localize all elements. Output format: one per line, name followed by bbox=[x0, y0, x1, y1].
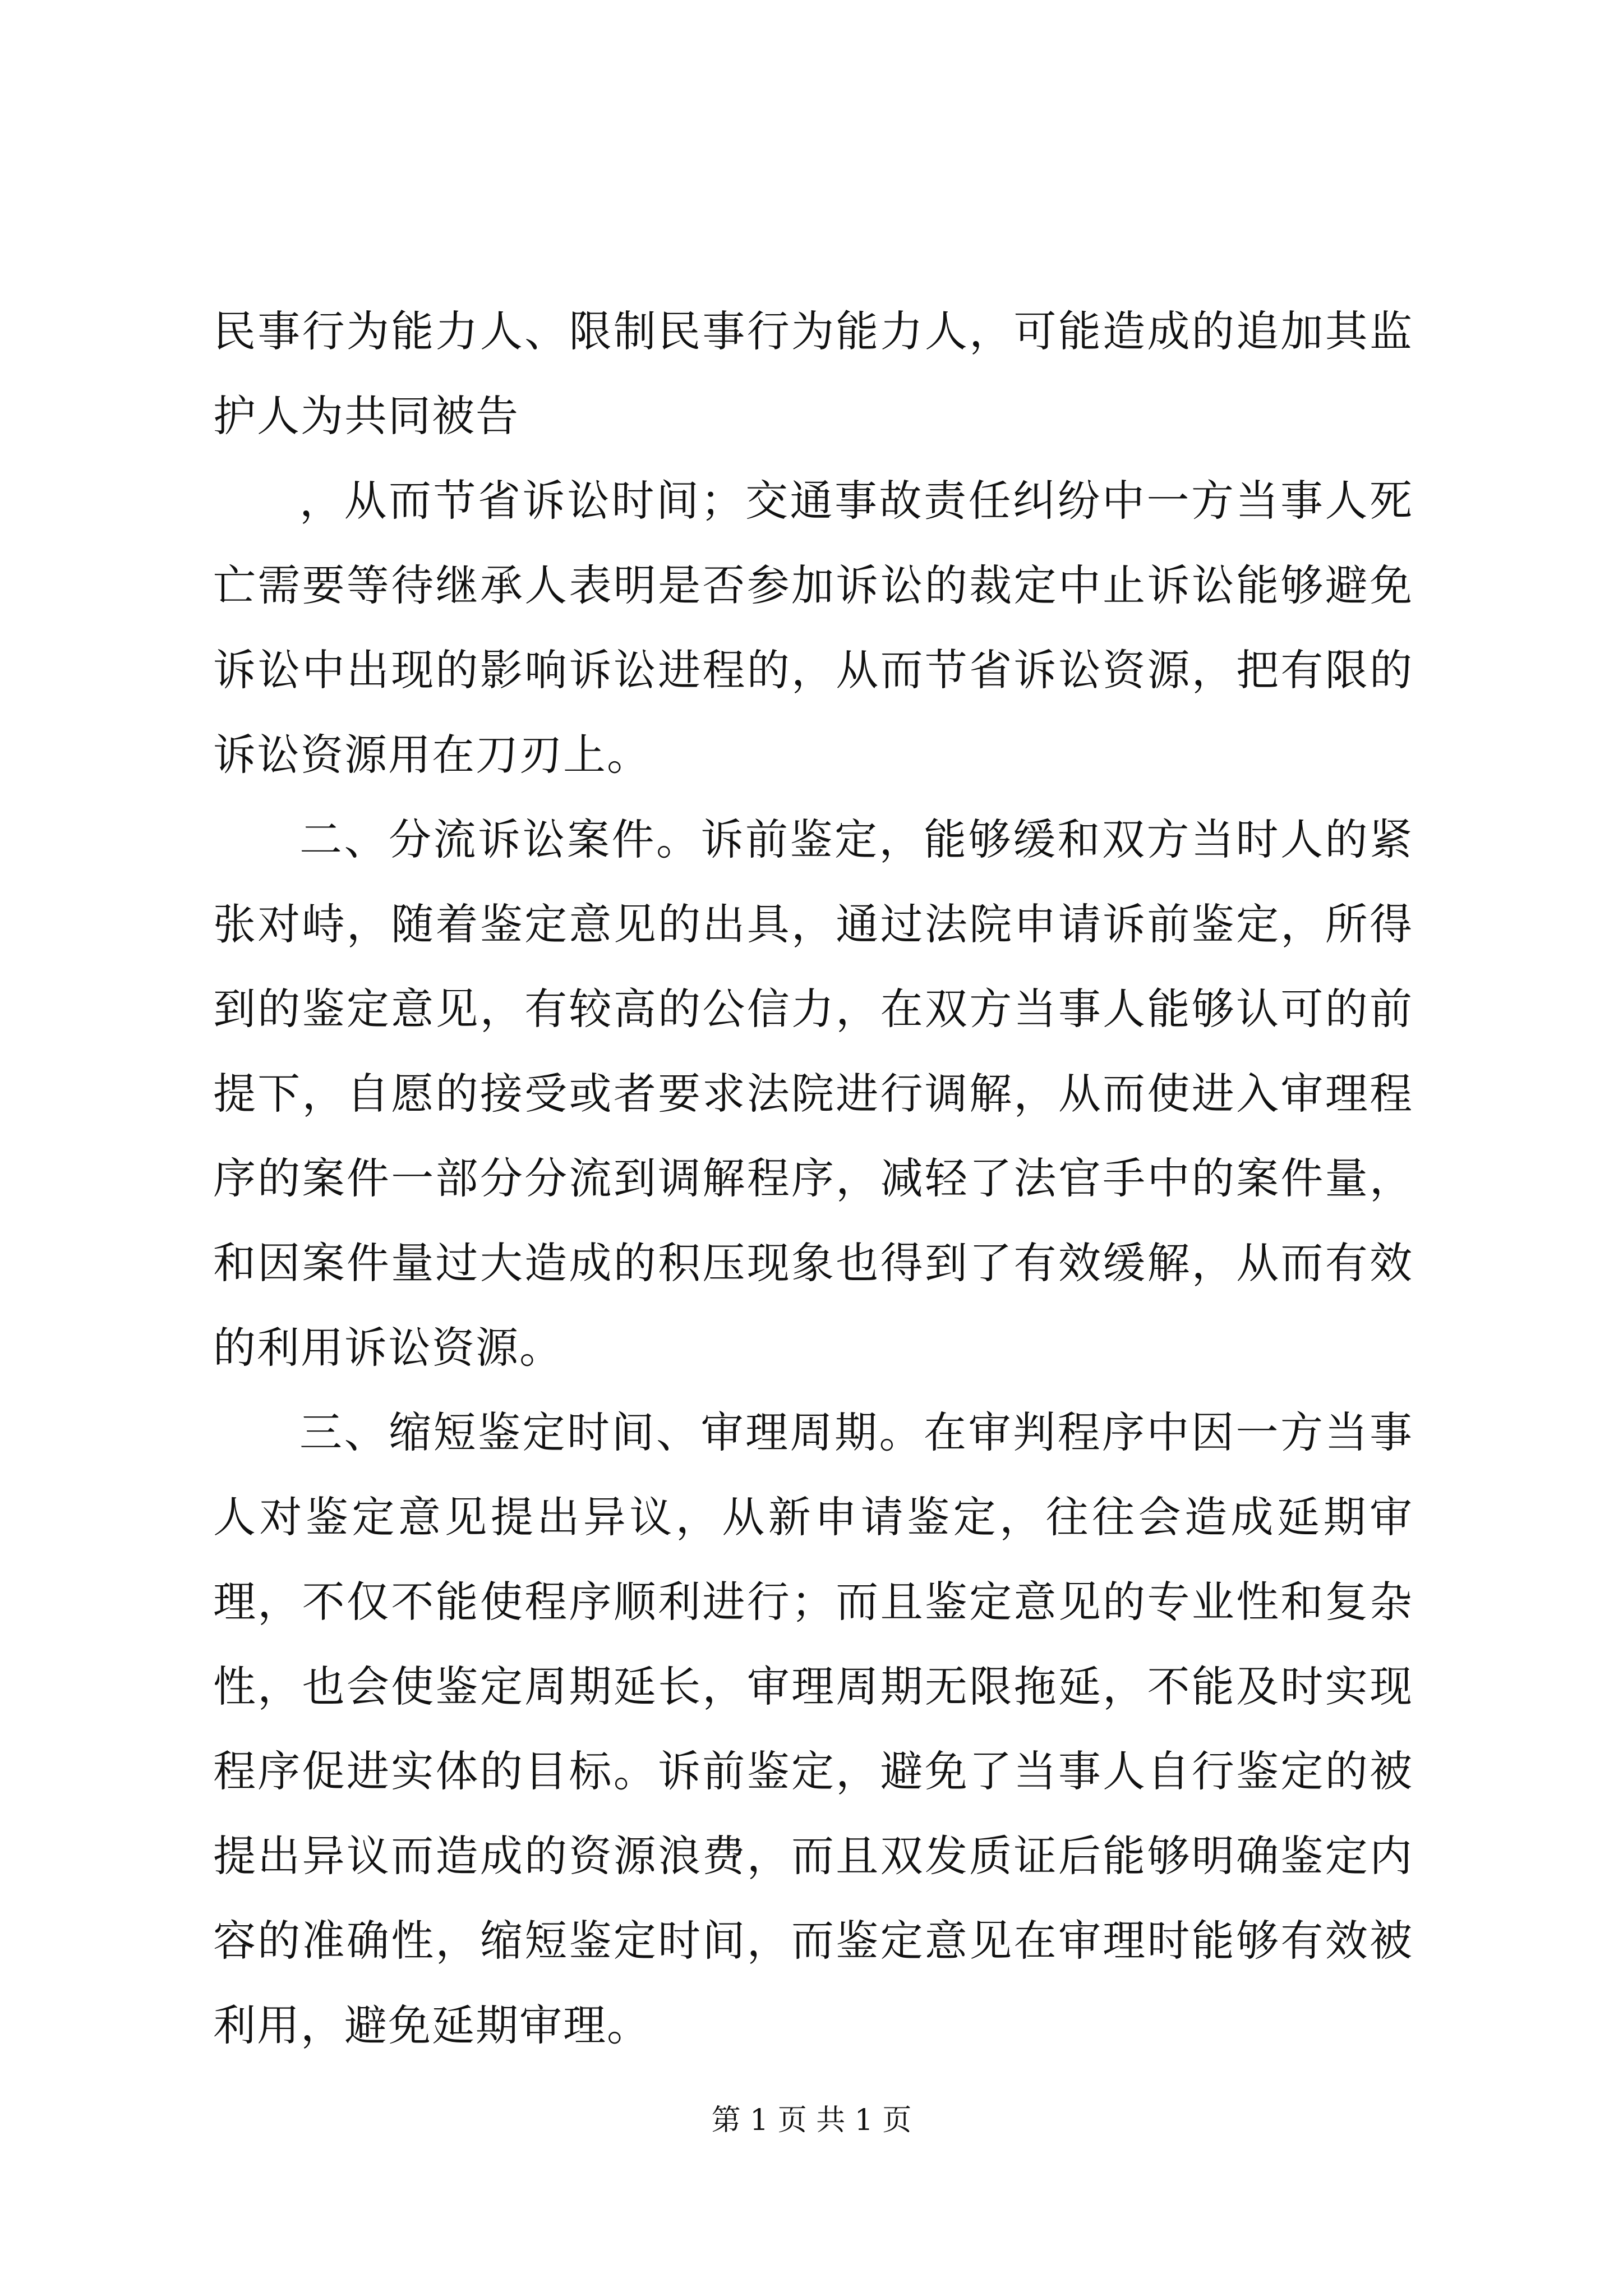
paragraph-litigation-time: ，从而节省诉讼时间；交通事故责任纠纷中一方当事人死亡需要等待继承人表明是否参加诉讼的裁定中止诉讼能够避免诉讼中出现的影响诉讼进程的，从而节省诉讼资源，把有限的诉讼资源用在刀刃上。 bbox=[213, 476, 1413, 780]
paragraph-case-diversion: 二、分流诉讼案件。诉前鉴定，能够缓和双方当时人的紧张对峙，随着鉴定意见的出具，通过法院申请诉前鉴定，所得到的鉴定意见，有较高的公信力，在双方当事人能够认可的前提下，自愿的接受或者要求法院进行调解，从而使进入审理程序的案件一部分分流到调解程序，减轻了法官手中的案件量，和因案件量过大造成的积压现象也得到了有效缓解，从而有效的利用诉讼资源。 bbox=[213, 815, 1413, 1373]
paragraph-shorten-period: 三、缩短鉴定时间、审理周期。在审判程序中因一方当事人对鉴定意见提出异议，从新申请鉴定，往往会造成延期审理，不仅不能使程序顺利进行；而且鉴定意见的专业性和复杂性，也会使鉴定周期延长，审理周期无限拖延，不能及时实现程序促进实体的目标。诉前鉴定，避免了当事人自行鉴定的被提出异议而造成的资源浪费，而且双发质证后能够明确鉴定内容的准确性，缩短鉴定时间，而鉴定意见在审理时能够有效被利用，避免延期审理。 bbox=[213, 1407, 1413, 2050]
page-footer: 第 1 页 共 1 页 bbox=[711, 2104, 912, 2137]
document-body bbox=[213, 289, 1413, 2068]
paragraph-continuation: 民事行为能力人、限制民事行为能力人，可能造成的追加其监护人为共同被告 bbox=[213, 306, 1413, 441]
